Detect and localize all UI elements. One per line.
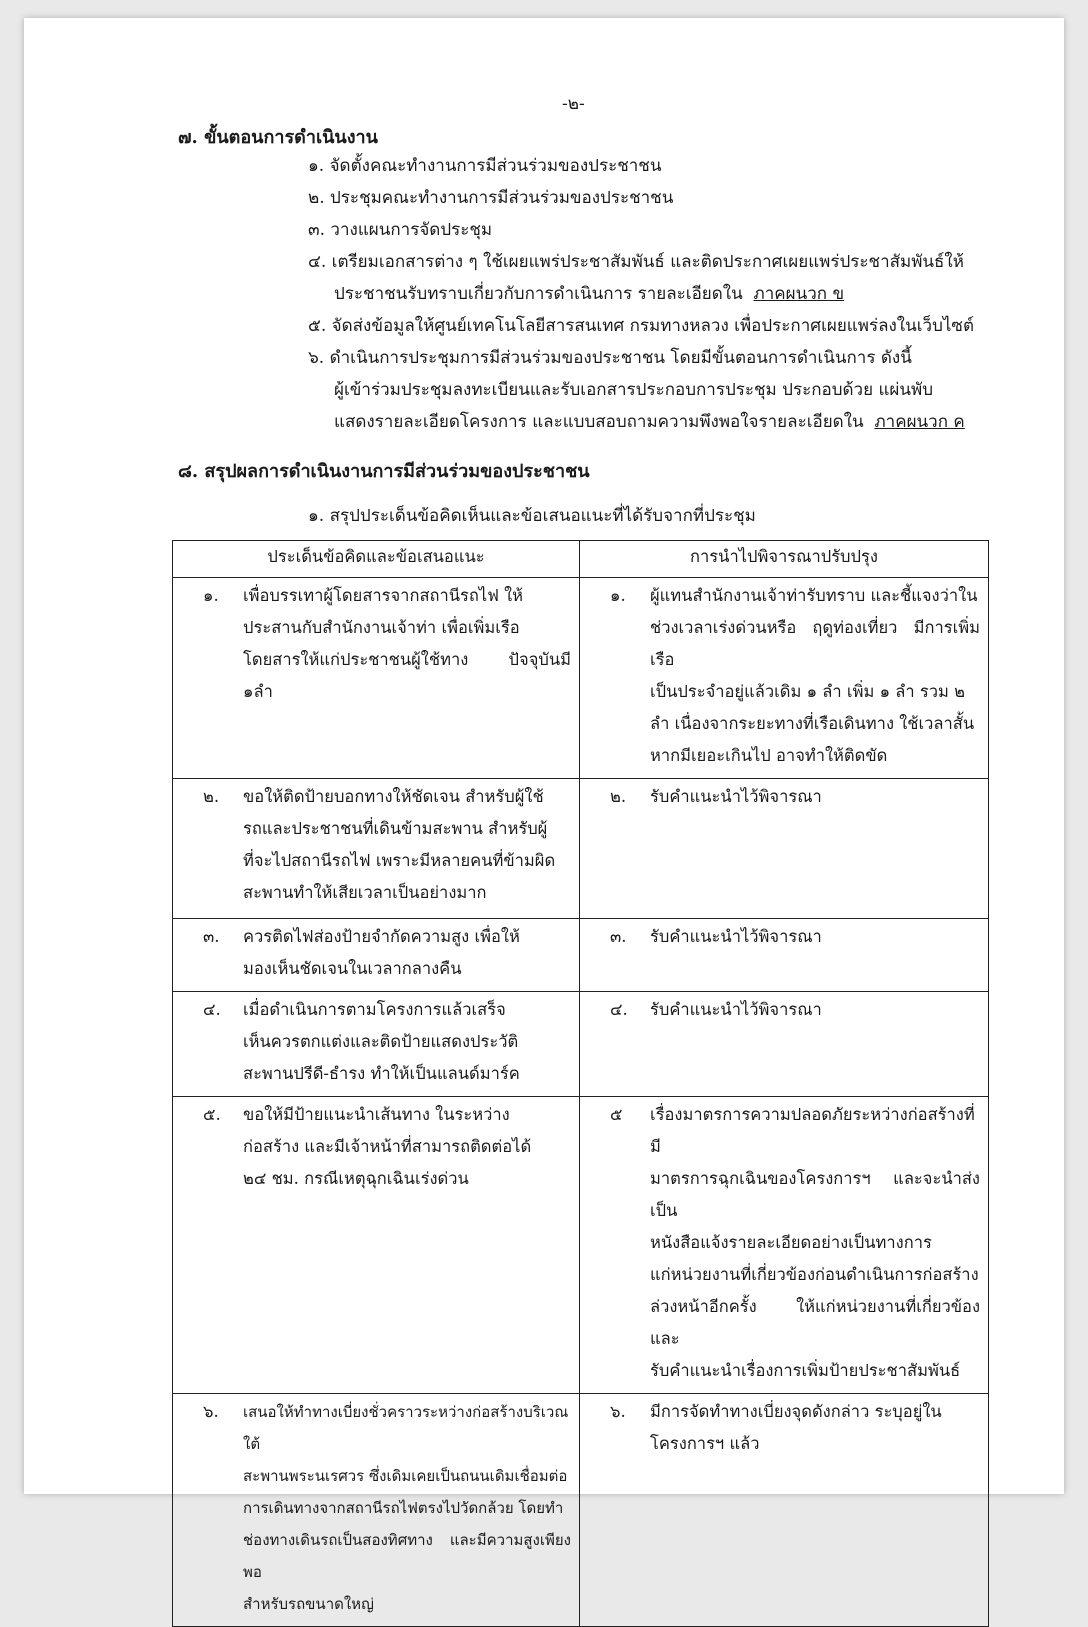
row-number: ๖. xyxy=(610,1402,626,1421)
response-text: มีการจัดทำทางเบี่ยงจุดดังกล่าว ระบุอยู่ใน โครงการฯ แล้ว xyxy=(650,1402,942,1453)
response-cell xyxy=(580,1394,989,1627)
step-2: ๒. ประชุมคณะทำงานการมีส่วนร่วมของประชาชน xyxy=(308,188,674,208)
table-row xyxy=(173,1394,989,1627)
row-number: ๒. xyxy=(203,787,220,806)
step-1: ๑. จัดตั้งคณะทำงานการมีส่วนร่วมของประชาชน xyxy=(308,156,662,176)
row-number: ๓. xyxy=(610,927,627,946)
response-cell xyxy=(580,919,989,992)
issue-cell xyxy=(173,779,580,919)
issue-cell xyxy=(173,1097,580,1394)
issue-cell xyxy=(173,992,580,1097)
issue-text: ขอให้ติดป้ายบอกทางให้ชัดเจน สำหรับผู้ใช้ รถและประชาชนที่เดินข้ามสะพาน สำหรับผู้ ที่จะไปสถานีรถไฟ เพราะมีหลายคนที่ข้ามผิด สะพานทำให้เสียเวลาเป็นอย่างมาก xyxy=(243,787,556,902)
response-cell xyxy=(580,992,989,1097)
document-page xyxy=(24,18,1064,1613)
step-6-line-2: ผู้เข้าร่วมประชุมลงทะเบียนและรับเอกสารประกอบการประชุม ประกอบด้วย แผ่นพับ xyxy=(334,380,934,400)
row-number: ๔. xyxy=(610,1000,628,1019)
step-6-line-3 xyxy=(334,408,965,435)
response-text: รับคำแนะนำไว้พิจารณา xyxy=(650,927,822,946)
row-number: ๕ xyxy=(610,1105,623,1124)
header-response: การนำไปพิจารณาปรับปรุง xyxy=(580,541,989,578)
appendix-c-link: ภาคผนวก ค xyxy=(874,412,965,432)
table-row xyxy=(173,919,989,992)
appendix-b-link: ภาคผนวก ข xyxy=(753,284,845,304)
issue-text: ควรติดไฟส่องป้ายจำกัดความสูง เพื่อให้ มองเห็นชัดเจนในเวลากลางคืน xyxy=(243,927,520,978)
issue-cell xyxy=(173,1394,580,1627)
response-cell xyxy=(580,779,989,919)
issue-text: เมื่อดำเนินการตามโครงการแล้วเสร็จ เห็นควรตกแต่งและติดป้ายแสดงประวัติ สะพานปรีดี-ธำรง ทำให้เป็นแลนด์มาร์ค xyxy=(243,1000,520,1083)
step-4: ๔. เตรียมเอกสารต่าง ๆ ใช้เผยแพร่ประชาสัมพันธ์ และติดประกาศเผยแพร่ประชาสัมพันธ์ให้ xyxy=(308,252,964,272)
row-number: ๓. xyxy=(203,927,220,946)
table-header-row xyxy=(173,541,989,578)
response-text: รับคำแนะนำไว้พิจารณา xyxy=(650,1000,822,1019)
page-number: -๒- xyxy=(562,94,585,114)
header-issues: ประเด็นข้อคิดและข้อเสนอแนะ xyxy=(173,541,580,578)
row-number: ๑. xyxy=(610,586,626,605)
row-number: ๖. xyxy=(203,1402,219,1421)
response-text: เรื่องมาตรการความปลอดภัยระหว่างก่อสร้างที่มี มาตรการฉุกเฉินของโครงการฯ และจะนำส่งเป็น หนังสือแจ้งรายละเอียดอย่างเป็นทางการ แก่หน่วยงานที่เกี่ยวข้องก่อนดำเนินการก่อสร้าง ล่วงหน้าอีกครั้ง ให้แก่หน่วยงานที่เกี่ยวข้อง และ รับคำแนะนำเรื่องการเพิ่มป้ายประชาสัมพันธ์ xyxy=(650,1105,980,1380)
issue-text: ขอให้มีป้ายแนะนำเส้นทาง ในระหว่าง ก่อสร้าง และมีเจ้าหน้าที่สามารถติดต่อได้ ๒๔ ชม. กรณีเหตุฉุกเฉินเร่งด่วน xyxy=(243,1105,532,1188)
response-text: รับคำแนะนำไว้พิจารณา xyxy=(650,787,822,806)
response-cell xyxy=(580,578,989,779)
step-3: ๓. วางแผนการจัดประชุม xyxy=(308,220,493,240)
step-4-text: ประชาชนรับทราบเกี่ยวกับการดำเนินการ รายละเอียดใน xyxy=(334,284,743,304)
step-5: ๕. จัดส่งข้อมูลให้ศูนย์เทคโนโลยีสารสนเทศ กรมทางหลวง เพื่อประกาศเผยแพร่ลงในเว็บไซต์ xyxy=(308,316,975,336)
step-6-text: แสดงรายละเอียดโครงการ และแบบสอบถามความพึงพอใจรายละเอียดใน xyxy=(334,412,864,432)
section-8-subtitle: ๑. สรุปประเด็นข้อคิดเห็นและข้อเสนอแนะที่ได้รับจากที่ประชุม xyxy=(308,506,756,526)
issue-text: เพื่อบรรเทาผู้โดยสารจากสถานีรถไฟ ให้ ประสานกับสำนักงานเจ้าท่า เพื่อเพิ่มเรือ โดยสารให้แก่ประชาชนผู้ใช้ทาง ปัจจุบันมี ๑ลำ xyxy=(243,586,571,701)
issue-cell xyxy=(173,578,580,779)
section-8-title: ๘. สรุปผลการดำเนินงานการมีส่วนร่วมของประชาชน xyxy=(178,461,590,482)
issue-text: เสนอให้ทำทางเบี่ยงชั่วคราวระหว่างก่อสร้างบริเวณใต้ สะพานพระนเรศวร ซึ่งเดิมเคยเป็นถนนเดิมเชื่อมต่อ การเดินทางจากสถานีรถไฟตรงไปวัดกล้วย โดยทำ ช่องทางเดินรถเป็นสองทิศทาง และมีความสูงเพียงพอ สำหรับรถขนาดใหญ่ xyxy=(243,1403,571,1613)
section-7-title: ๗. ขั้นตอนการดำเนินงาน xyxy=(178,127,378,148)
feedback-table xyxy=(172,540,989,1627)
step-4-continued xyxy=(334,280,844,307)
table-row xyxy=(173,578,989,779)
table-row xyxy=(173,779,989,919)
table-row xyxy=(173,992,989,1097)
table-row xyxy=(173,1097,989,1394)
step-6: ๖. ดำเนินการประชุมการมีส่วนร่วมของประชาชน โดยมีขั้นตอนการดำเนินการ ดังนี้ xyxy=(308,348,912,368)
response-cell xyxy=(580,1097,989,1394)
row-number: ๕. xyxy=(203,1105,221,1124)
row-number: ๑. xyxy=(203,586,219,605)
row-number: ๔. xyxy=(203,1000,221,1019)
response-text: ผู้แทนสำนักงานเจ้าท่ารับทราบ และชี้แจงว่าใน ช่วงเวลาเร่งด่วนหรือ ฤดูท่องเที่ยว มีการเพิ่มเรือ เป็นประจำอยู่แล้วเดิม ๑ ลำ เพิ่ม ๑ ลำ รวม ๒ ลำ เนื่องจากระยะทางที่เรือเดินทาง ใช้เวลาสั้น หากมีเยอะเกินไป อาจทำให้ติดขัด xyxy=(650,586,980,765)
issue-cell xyxy=(173,919,580,992)
row-number: ๒. xyxy=(610,787,627,806)
